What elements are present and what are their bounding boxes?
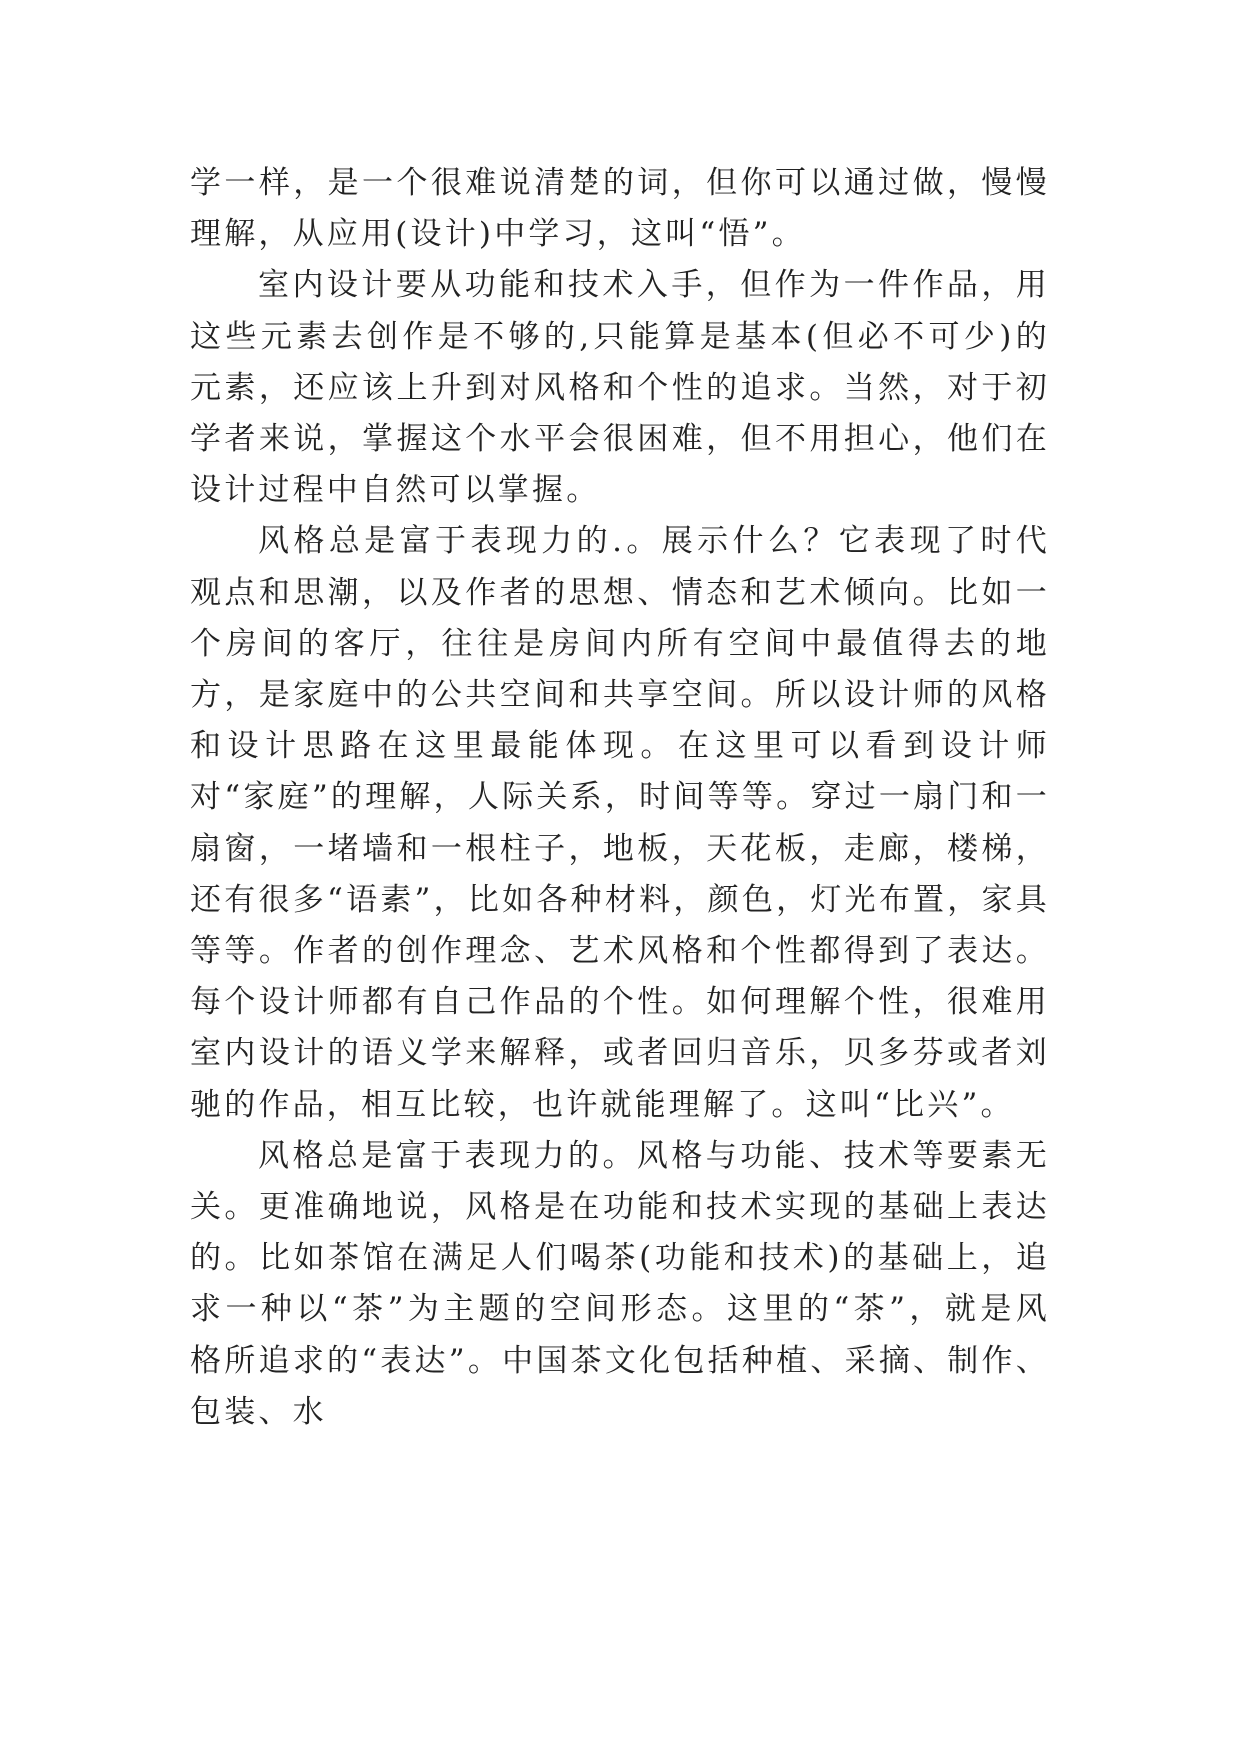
paragraph-continuation: 学一样，是一个很难说清楚的词，但你可以通过做，慢慢理解，从应用(设计)中学习，这叫“悟”。 [190, 165, 1050, 253]
paragraph-style-function: 风格总是富于表现力的。风格与功能、技术等要素无关。更准确地说，风格是在功能和技术实现的基础上表达的。比如茶馆在满足人们喝茶(功能和技术)的基础上，追求一种以“茶”为主题的空间形态。这里的“茶”，就是风格所追求的“表达”。中国茶文化包括种植、采摘、制作、包装、水 [190, 1137, 1050, 1430]
document-body [190, 158, 1050, 1438]
paragraph-design-elements: 室内设计要从功能和技术入手，但作为一件作品，用这些元素去创作是不够的,只能算是基本(但必不可少)的元素，还应该上升到对风格和个性的追求。当然，对于初学者来说，掌握这个水平会很困难，但不用担心，他们在设计过程中自然可以掌握。 [190, 267, 1050, 509]
paragraph-style-expression: 风格总是富于表现力的.。展示什么？它表现了时代观点和思潮，以及作者的思想、情态和艺术倾向。比如一个房间的客厅，往往是房间内所有空间中最值得去的地方，是家庭中的公共空间和共享空间。所以设计师的风格和设计思路在这里最能体现。在这里可以看到设计师对“家庭”的理解，人际关系，时间等等。穿过一扇门和一扇窗，一堵墙和一根柱子，地板，天花板，走廊，楼梯，还有很多“语素”，比如各种材料，颜色，灯光布置，家具等等。作者的创作理念、艺术风格和个性都得到了表达。每个设计师都有自己作品的个性。如何理解个性，很难用室内设计的语义学来解释，或者回归音乐，贝多芬或者刘驰的作品，相互比较，也许就能理解了。这叫“比兴”。 [190, 523, 1050, 1123]
